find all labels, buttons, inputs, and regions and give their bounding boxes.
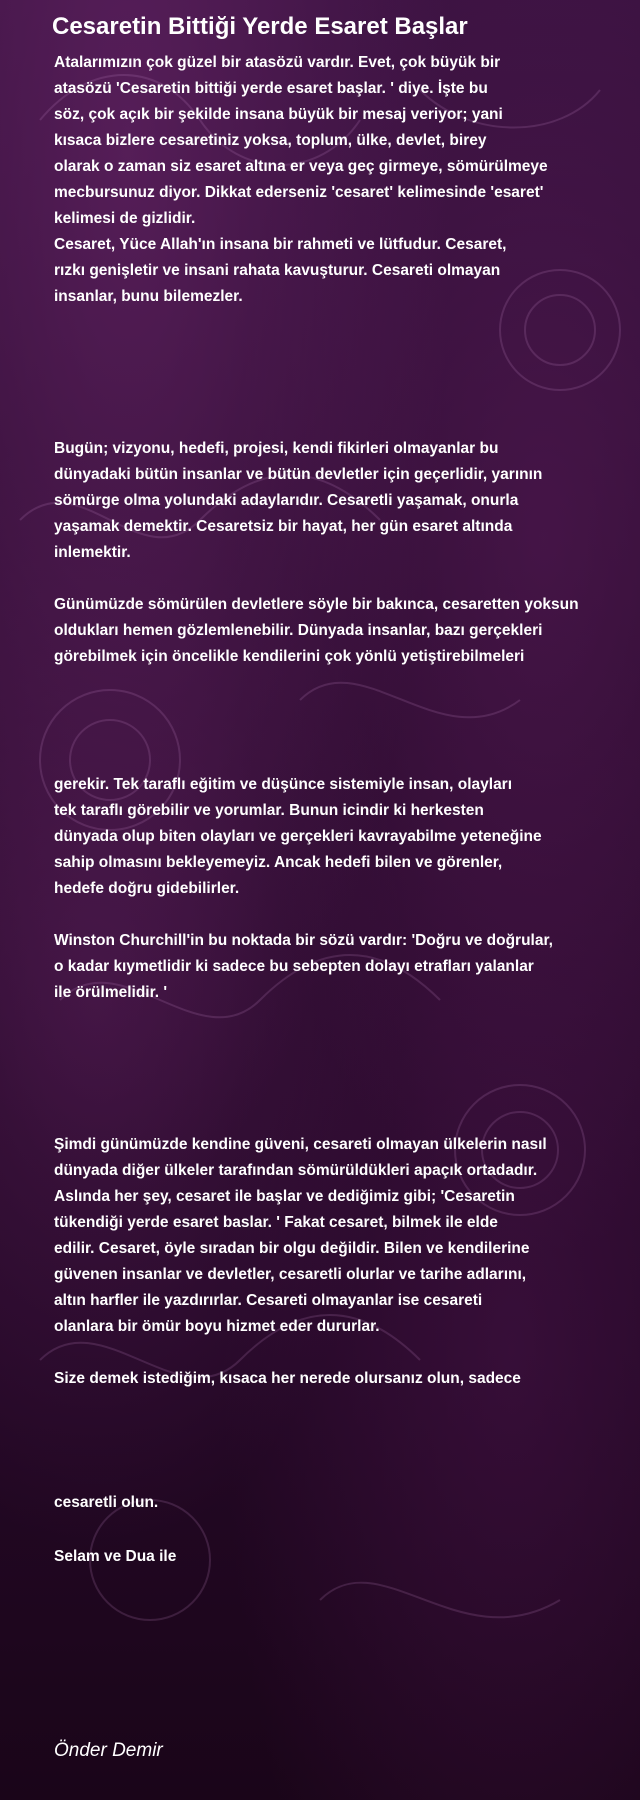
paragraph-gunumuzde: Günümüzde sömürülen devletlere söyle bir bakınca, cesaretten yoksun oldukları hemen gözlemlenebilir. Dünyada insanlar, bazı gerçekleri görebilmek için öncelikle kendilerini çok yönlü yetiştirebilmeleri xyxy=(54,596,579,665)
paragraph-size-demek: Size demek istediğim, kısaca her nerede olursanız olun, sadece xyxy=(54,1370,521,1387)
paragraph-churchill: Winston Churchill'in bu noktada bir sözü vardır: 'Doğru ve doğrular, o kadar kıymetlidir ki sadece bu sebepten dolayı etrafları yalanlar ile örülmelidir. ' xyxy=(54,932,553,1001)
author-signature: Önder Demir xyxy=(54,1740,163,1761)
page-title: Cesaretin Bittiği Yerde Esaret Başlar xyxy=(52,13,468,40)
paragraph-simdi: Şimdi günümüzde kendine güveni, cesareti olmayan ülkelerin nasıl dünyada diğer ülkeler tarafından sömürüldükleri apaçık ortadadır. Aslında her şey, cesaret ile başlar ve dediğimiz gibi; 'Cesaretin tükendiği yerde esaret baslar. ' Fakat cesaret, bilmek ile elde edilir. Cesaret, öyle sıradan bir olgu değildir. Bilen ve kendilerine güvenen insanlar ve devletler, cesaretli olurlar ve tarihe adlarını, altın harfler ile yazdırırlar. Cesareti olmayanlar ise cesareti olanlara bir ömür boyu hizmet eder dururlar. xyxy=(54,1136,547,1335)
paragraph-gerekir: gerekir. Tek taraflı eğitim ve düşünce sistemiyle insan, olayları tek taraflı görebilir ve yorumlar. Bunun icindir ki herkesten dünyada olup biten olayları ve gerçekleri kavrayabilme yeteneğine sahip olmasını bekleyemeyiz. Ancak hedefi bilen ve görenler, hedefe doğru gidebilirler. xyxy=(54,776,542,897)
closing-line: Selam ve Dua ile xyxy=(54,1548,177,1565)
paragraph-bugun: Bugün; vizyonu, hedefi, projesi, kendi fikirleri olmayanlar bu dünyadaki bütün insanlar ve bütün devletler için geçerlidir, yarının sömürge olma yolundaki adaylarıdır. Cesaretli yaşamak, onurla yaşamak demektir. Cesaretsiz bir hayat, her gün esaret altında inlemektir. xyxy=(54,440,543,561)
paragraph-cesaretli-olun: cesaretli olun. xyxy=(54,1494,159,1511)
paragraph-intro: Atalarımızın çok güzel bir atasözü vardır. Evet, çok büyük bir atasözü 'Cesaretin bittiği yerde esaret başlar. ' diye. İşte bu söz, çok açık bir şekilde insana büyük bir mesaj veriyor; yani kısaca bizlere cesaretiniz yoksa, toplum, ülke, devlet, birey olarak o zaman siz esaret altına er veya geç girmeye, sömürülmeye mecbursunuz diyor. Dikkat ederseniz 'cesaret' kelimesinde 'esaret' kelimesi de gizlidir. Cesaret, Yüce Allah'ın insana bir rahmeti ve lütfudur. Cesaret, rızkı genişletir ve insani rahata kavuşturur. Cesareti olmayan insanlar, bunu bilemezler. xyxy=(54,54,548,305)
